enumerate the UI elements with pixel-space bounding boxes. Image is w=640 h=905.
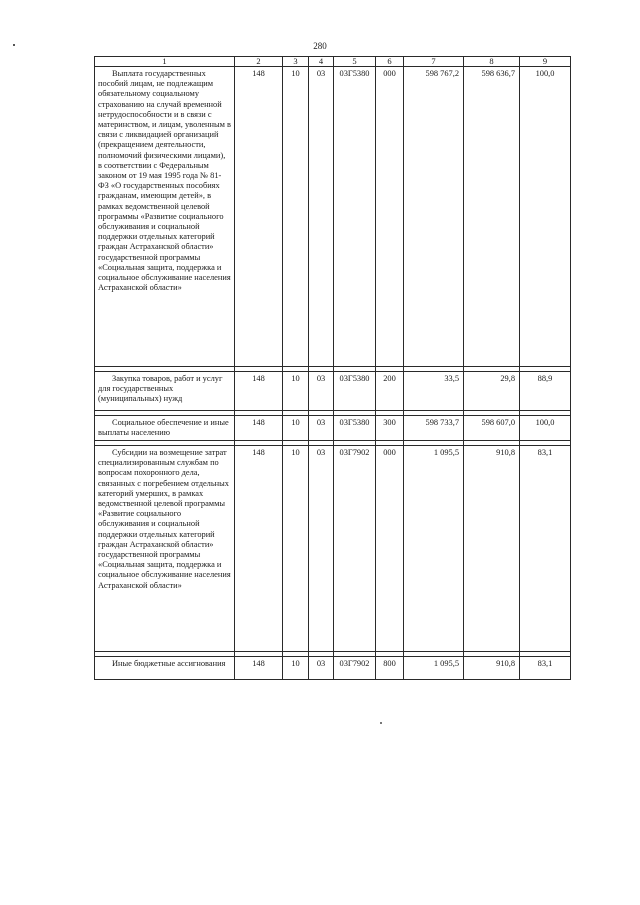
- cell-expense-type: 300: [376, 416, 404, 441]
- cell-subsection: 03: [309, 657, 334, 680]
- cell-ministry-code: 148: [235, 446, 283, 652]
- header-cell-7: 7: [404, 57, 464, 67]
- row-description: Социальное обеспечение и иные выплаты населению: [95, 416, 235, 441]
- cell-percent: 83,1: [520, 446, 571, 652]
- cell-expense-type: 000: [376, 446, 404, 652]
- cell-amount-executed: 598 636,7: [464, 67, 520, 367]
- header-cell-1: 1: [95, 57, 235, 67]
- cell-ministry-code: 148: [235, 416, 283, 441]
- cell-section: 10: [283, 416, 309, 441]
- budget-table: [94, 56, 571, 680]
- cell-amount-planned: 33,5: [404, 372, 464, 411]
- row-description: Закупка товаров, работ и услуг для государственных (муниципальных) нужд: [95, 372, 235, 411]
- cell-amount-executed: 598 607,0: [464, 416, 520, 441]
- header-cell-5: 5: [334, 57, 376, 67]
- cell-target-article: 03Г5380: [334, 416, 376, 441]
- header-cell-4: 4: [309, 57, 334, 67]
- header-cell-6: 6: [376, 57, 404, 67]
- cell-target-article: 03Г5380: [334, 372, 376, 411]
- cell-subsection: 03: [309, 416, 334, 441]
- cell-ministry-code: 148: [235, 657, 283, 680]
- table-row: [95, 416, 571, 441]
- cell-ministry-code: 148: [235, 67, 283, 367]
- cell-amount-executed: 29,8: [464, 372, 520, 411]
- cell-percent: 100,0: [520, 416, 571, 441]
- cell-expense-type: 200: [376, 372, 404, 411]
- cell-subsection: 03: [309, 372, 334, 411]
- cell-section: 10: [283, 67, 309, 367]
- cell-amount-executed: 910,8: [464, 446, 520, 652]
- cell-percent: 88,9: [520, 372, 571, 411]
- cell-target-article: 03Г7902: [334, 446, 376, 652]
- header-cell-9: 9: [520, 57, 571, 67]
- cell-amount-executed: 910,8: [464, 657, 520, 680]
- table-row: [95, 446, 571, 652]
- page-number: 280: [313, 41, 327, 51]
- table-row: [95, 657, 571, 680]
- row-description: Выплата государственных пособий лицам, не подлежащим обязательному социальному страхованию на случай временной нетрудоспособности и в связи с материнством, и лицам, уволенным в связи с ликвидацией организаций (прекращением деятельности, полномочий физическими лицами), в соответствии с Федеральным законом от 19 мая 1995 года № 81-ФЗ «О государственных пособиях гражданам, имеющим детей», в рамках ведомственной целевой программы «Развитие социального обслуживания и социальной поддержки отдельных категорий граждан Астраханской области» государственной программы «Социальная защита, поддержка и социальное обслуживание населения Астраханской области»: [95, 67, 235, 367]
- cell-amount-planned: 598 733,7: [404, 416, 464, 441]
- cell-percent: 100,0: [520, 67, 571, 367]
- cell-ministry-code: 148: [235, 372, 283, 411]
- cell-subsection: 03: [309, 446, 334, 652]
- table-row: [95, 67, 571, 367]
- cell-expense-type: 800: [376, 657, 404, 680]
- cell-section: 10: [283, 446, 309, 652]
- cell-amount-planned: 1 095,5: [404, 657, 464, 680]
- cell-expense-type: 000: [376, 67, 404, 367]
- row-description: Субсидии на возмещение затрат специализированным службам по вопросам похоронного дела, связанных с погребением отдельных категорий умерших, в рамках ведомственной целевой программы «Развитие социального обслуживания и социальной поддержки отдельных категорий граждан Астраханской области» государственной программы «Социальная защита, поддержка и социальное обслуживание населения Астраханской области»: [95, 446, 235, 652]
- cell-section: 10: [283, 657, 309, 680]
- header-cell-8: 8: [464, 57, 520, 67]
- table-header-row: [95, 57, 571, 67]
- cell-subsection: 03: [309, 67, 334, 367]
- cell-target-article: 03Г7902: [334, 657, 376, 680]
- cell-percent: 83,1: [520, 657, 571, 680]
- scan-speck: [13, 44, 15, 46]
- header-cell-2: 2: [235, 57, 283, 67]
- cell-target-article: 03Г5380: [334, 67, 376, 367]
- header-cell-3: 3: [283, 57, 309, 67]
- cell-amount-planned: 1 095,5: [404, 446, 464, 652]
- cell-section: 10: [283, 372, 309, 411]
- scan-speck: [380, 722, 382, 724]
- table-row: [95, 372, 571, 411]
- cell-amount-planned: 598 767,2: [404, 67, 464, 367]
- row-description: Иные бюджетные ассигнования: [95, 657, 235, 680]
